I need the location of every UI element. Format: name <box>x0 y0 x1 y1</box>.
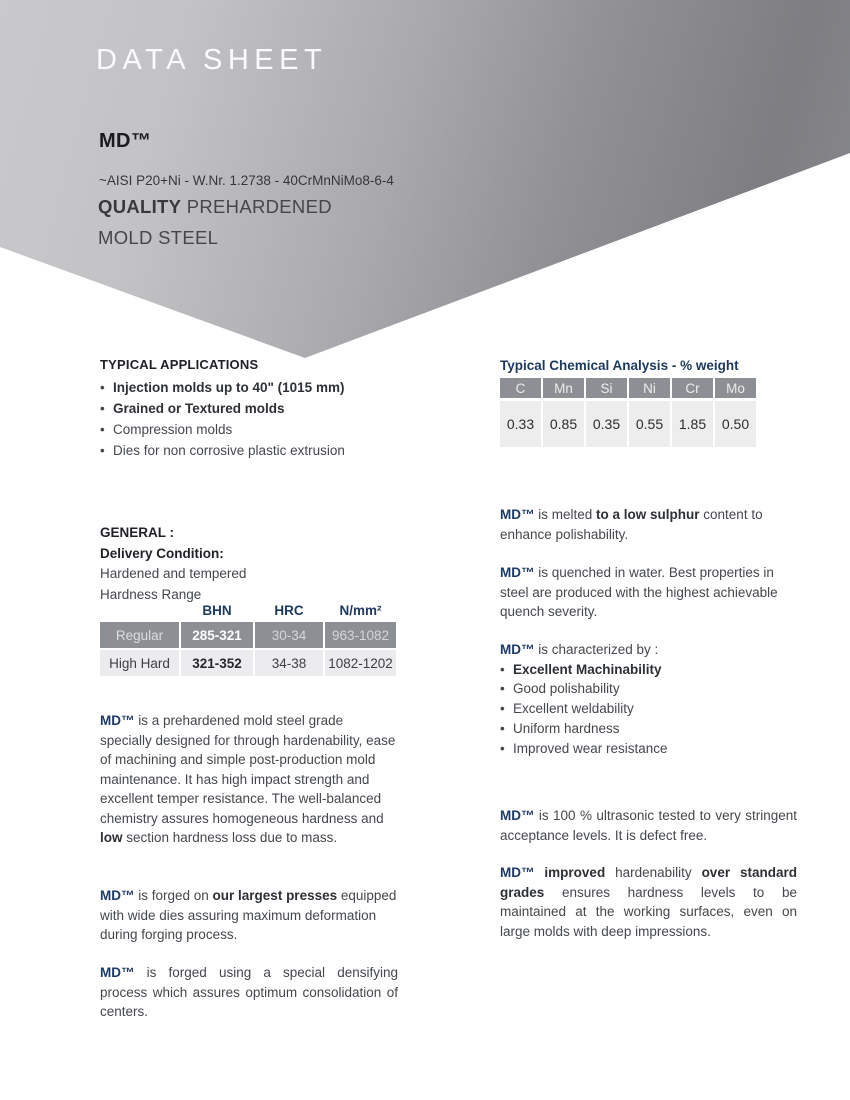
chem-value-cell: 0.35 <box>586 401 627 447</box>
application-item: • Compression molds <box>100 419 398 440</box>
chem-value-cell: 0.50 <box>715 401 756 447</box>
characteristic-item: • Good polishability <box>500 679 797 699</box>
hardness-range-label: Hardness Range <box>100 586 202 602</box>
hardness-header-empty <box>100 600 179 620</box>
paragraph-ultrasonic: MD™ is 100 % ultrasonic tested to very stringent acceptance levels. It is defect free. <box>500 808 797 843</box>
hardness-cell-nmm: 963-1082 <box>325 622 396 648</box>
paragraph-forged-presses: MD™ is forged on our largest presses equipped with wide dies assuring maximum deformation during forging process. <box>100 888 397 942</box>
application-item: • Dies for non corrosive plastic extrusion <box>100 440 398 461</box>
chem-header-cell: Ni <box>629 378 670 398</box>
product-name: MD™ <box>99 130 152 152</box>
chem-header-cell: C <box>500 378 541 398</box>
paragraph-densifying: MD™ is forged using a special densifying process which assures optimum consolidation of centers. <box>100 965 398 1019</box>
paragraph-hardenability: MD™ improved hardenability over standard grades ensures hardness levels to be maintained at the working surfaces, even on large molds with deep impressions. <box>500 865 797 939</box>
hardness-header-bhn: BHN <box>202 602 232 618</box>
characterized-list <box>500 660 797 759</box>
general-heading: GENERAL : <box>100 525 175 540</box>
hardness-cell-bhn: 285-321 <box>181 622 253 648</box>
general-section <box>100 523 398 605</box>
application-item: • Grained or Textured molds <box>100 398 398 419</box>
chem-header-cell: Mn <box>543 378 584 398</box>
product-spec: ~AISI P20+Ni - W.Nr. 1.2738 - 40CrMnNiMo8-6-4 <box>99 173 394 188</box>
hardness-table <box>100 600 396 676</box>
hardness-row-label: High Hard <box>100 650 179 676</box>
product-quality-line2: MOLD STEEL <box>98 226 219 248</box>
characteristic-item: • Excellent Machinability <box>500 660 797 680</box>
hardness-cell-bhn: 321-352 <box>181 650 253 676</box>
hardness-cell-hrc: 34-38 <box>255 650 323 676</box>
paragraph-quenched: MD™ is quenched in water. Best properties in steel are produced with the highest achievable quench severity. <box>500 565 778 619</box>
chem-header-cell: Si <box>586 378 627 398</box>
delivery-condition-value: Hardened and tempered <box>100 566 247 581</box>
chem-header-cell: Mo <box>715 378 756 398</box>
chem-header-cell: Cr <box>672 378 713 398</box>
typical-applications-heading: TYPICAL APPLICATIONS <box>100 357 259 372</box>
hardness-row-label: Regular <box>100 622 179 648</box>
chem-value-cell: 0.85 <box>543 401 584 447</box>
chem-value-cell: 0.55 <box>629 401 670 447</box>
product-quality <box>98 192 418 262</box>
hardness-cell-nmm: 1082-1202 <box>325 650 396 676</box>
chem-analysis-table <box>500 378 756 447</box>
characteristic-item: • Uniform hardness <box>500 719 797 739</box>
chem-value-cell: 1.85 <box>672 401 713 447</box>
delivery-condition-label: Delivery Condition: <box>100 545 224 561</box>
characterized-section <box>500 640 797 758</box>
product-quality-line1: QUALITY PREHARDENED <box>98 196 332 217</box>
characterized-intro: MD™ is characterized by : <box>500 642 659 657</box>
hardness-cell-hrc: 30-34 <box>255 622 323 648</box>
paragraph-grade-description: MD™ is a prehardened mold steel grade specially designed for through hardenability, ease of machining and simple post-production mold maintenance. It has high impact strength and excellent temper resistance. The well-balanced chemistry assures homogeneous hardness and low section hardness loss due to mass. <box>100 713 396 845</box>
chem-value-cell: 0.33 <box>500 401 541 447</box>
application-item: • Injection molds up to 40" (1015 mm) <box>100 377 398 398</box>
characteristic-item: • Improved wear resistance <box>500 739 797 759</box>
paragraph-melted: MD™ is melted to a low sulphur content to enhance polishability. <box>500 507 763 542</box>
hardness-header-nmm: N/mm² <box>339 602 382 618</box>
hardness-header-hrc: HRC <box>274 602 304 618</box>
datasheet-title: DATA SHEET <box>96 44 328 76</box>
chem-analysis-title: Typical Chemical Analysis - % weight <box>500 358 739 373</box>
characteristic-item: • Excellent weldability <box>500 699 797 719</box>
applications-list <box>100 377 398 461</box>
